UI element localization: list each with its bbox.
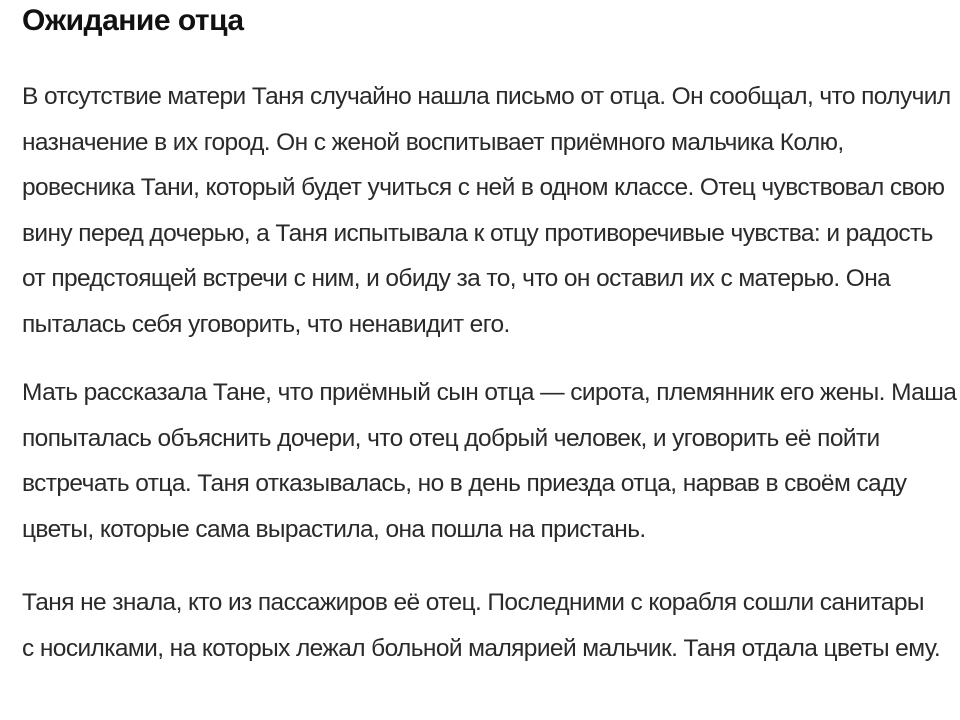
paragraph-1 bbox=[22, 74, 951, 347]
paragraph-line: ровесника Тани, который будет учиться с ней в одном классе. Отец чувствовал свою bbox=[22, 174, 945, 201]
paragraph-line: от предстоящей встречи с ним, и обиду за то, что он оставил их с матерью. Она bbox=[22, 265, 891, 292]
paragraph-line: с носилками, на которых лежал больной малярией мальчик. Таня отдала цветы ему. bbox=[22, 634, 941, 662]
paragraph-line: Таня не знала, кто из пассажиров её отец. Последними с корабля сошли санитары bbox=[22, 589, 924, 616]
paragraph-line: пыталась себя уговорить, что ненавидит его. bbox=[22, 310, 510, 338]
paragraph-line: попыталась объяснить дочери, что отец добрый человек, и уговорить её пойти bbox=[22, 424, 880, 452]
document-title: Ожидание отца bbox=[22, 4, 244, 37]
paragraph-3 bbox=[22, 580, 947, 671]
paragraph-line: вину перед дочерью, а Таня испытывала к отцу противоречивые чувства: и радость bbox=[22, 219, 933, 247]
paragraph-line: В отсутствие матери Таня случайно нашла письмо от отца. Он сообщал, что получил bbox=[22, 83, 951, 110]
paragraph-line: назначение в их город. Он с женой воспитывает приёмного мальчика Колю, bbox=[22, 128, 844, 156]
paragraph-line: встречать отца. Таня отказывалась, но в день приезда отца, нарвав в своём саду bbox=[22, 470, 907, 497]
paragraph-line: цветы, которые сама вырастила, она пошла на пристань. bbox=[22, 515, 646, 543]
paragraph-2 bbox=[22, 370, 957, 552]
paragraph-line: Мать рассказала Тане, что приёмный сын отца — сирота, племянник его жены. Маша bbox=[22, 379, 957, 406]
